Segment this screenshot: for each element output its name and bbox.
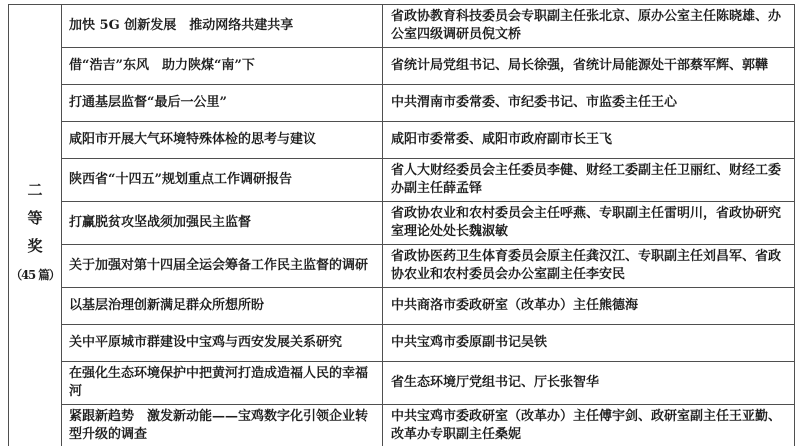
article-title-cell: 以基层治理创新满足群众所想所盼 bbox=[62, 288, 383, 325]
article-title-cell: 借“浩吉”东风 助力陕煤“南”下 bbox=[62, 48, 383, 85]
table-row bbox=[9, 5, 795, 48]
award-rank-char: 奖 bbox=[27, 236, 43, 255]
authors-cell: 省统计局党组书记、局长徐强，省统计局能源处干部蔡军辉、郭鞾 bbox=[383, 48, 795, 85]
table-row bbox=[9, 362, 795, 405]
award-count: （45 篇） bbox=[10, 267, 60, 282]
table-row bbox=[9, 85, 795, 122]
article-title-cell: 咸阳市开展大气环境特殊体检的思考与建议 bbox=[62, 122, 383, 159]
authors-cell: 省政协农业和农村委员会主任呼燕、专职副主任雷明川，省政协研究室理论处处长魏淑敏 bbox=[383, 202, 795, 245]
article-title-cell: 关于加强对第十四届全运会筹备工作民主监督的调研 bbox=[62, 245, 383, 288]
article-title-cell: 加快 5G 创新发展 推动网络共建共享 bbox=[62, 5, 383, 48]
authors-cell: 咸阳市委常委、咸阳市政府副市长王飞 bbox=[383, 122, 795, 159]
award-rank-char: 等 bbox=[27, 208, 43, 227]
authors-cell: 中共宝鸡市委政研室（改革办）主任傅宇剑、政研室副主任王亚勤、改革办专职副主任桑妮 bbox=[383, 405, 795, 446]
awards-table-body bbox=[9, 5, 795, 446]
article-title-cell: 在强化生态环境保护中把黄河打造成造福人民的幸福河 bbox=[62, 362, 383, 405]
article-title-cell: 打赢脱贫攻坚战须加强民主监督 bbox=[62, 202, 383, 245]
award-rank-label bbox=[9, 182, 61, 254]
table-row bbox=[9, 122, 795, 159]
table-row bbox=[9, 202, 795, 245]
authors-cell: 省生态环境厅党组书记、厅长张智华 bbox=[383, 362, 795, 405]
article-title-cell: 打通基层监督“最后一公里” bbox=[62, 85, 383, 122]
table-row bbox=[9, 48, 795, 85]
awards-table bbox=[8, 4, 795, 446]
award-rank-char: 二 bbox=[27, 180, 43, 199]
authors-cell: 中共商洛市委政研室（改革办）主任熊德海 bbox=[383, 288, 795, 325]
article-title-cell: 紧跟新趋势 激发新动能——宝鸡数字化引领企业转型升级的调查 bbox=[62, 405, 383, 446]
table-row bbox=[9, 288, 795, 325]
article-title-cell: 关中平原城市群建设中宝鸡与西安发展关系研究 bbox=[62, 325, 383, 362]
table-row bbox=[9, 159, 795, 202]
award-rank-cell bbox=[9, 5, 62, 446]
table-row bbox=[9, 405, 795, 446]
authors-cell: 省政协教育科技委员会专职副主任张北京、原办公室主任陈晓雄、办公室四级调研员倪文桥 bbox=[383, 5, 795, 48]
table-row bbox=[9, 245, 795, 288]
article-title-cell: 陕西省“十四五”规划重点工作调研报告 bbox=[62, 159, 383, 202]
authors-cell: 省政协医药卫生体育委员会原主任龚汉江、专职副主任刘昌军、省政协农业和农村委员会办公室副主任李安民 bbox=[383, 245, 795, 288]
authors-cell: 中共渭南市委常委、市纪委书记、市监委主任王心 bbox=[383, 85, 795, 122]
table-row bbox=[9, 325, 795, 362]
authors-cell: 省人大财经委员会主任委员李健、财经工委副主任卫丽红、财经工委办副主任薛孟铎 bbox=[383, 159, 795, 202]
authors-cell: 中共宝鸡市委原副书记吴铁 bbox=[383, 325, 795, 362]
